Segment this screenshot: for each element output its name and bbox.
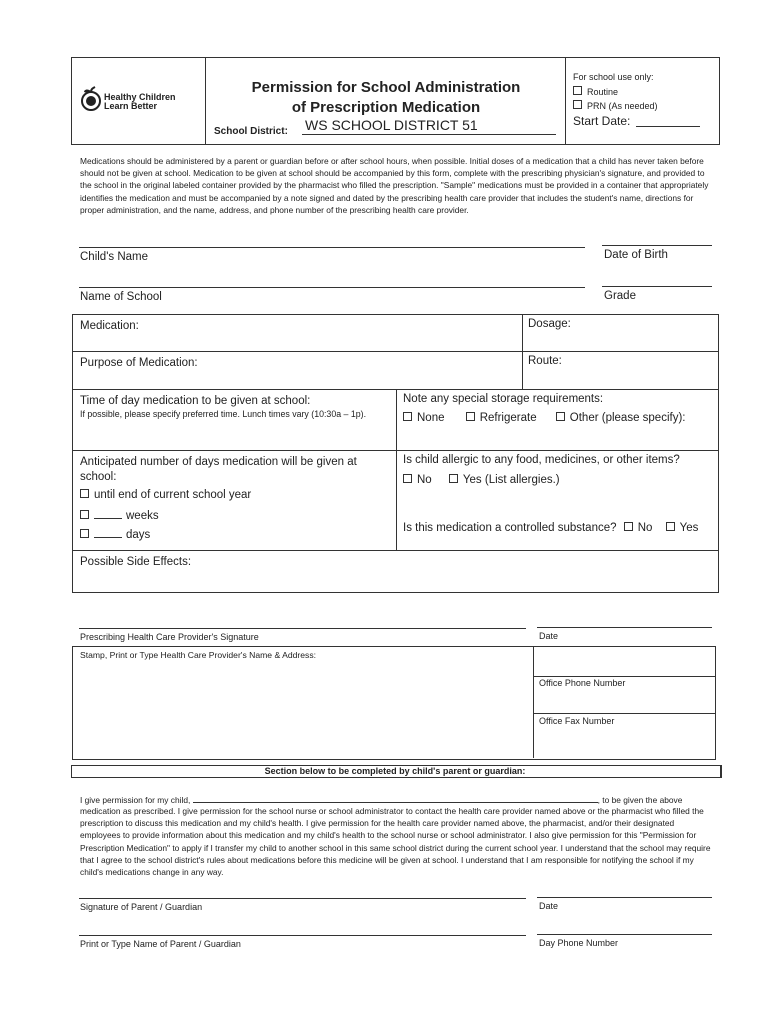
form-title-line-2: of Prescription Medication [291,99,481,116]
days-unit-label: days [126,529,151,541]
allergic-no-checkbox[interactable] [403,474,412,483]
medication-field[interactable] [73,334,521,350]
prn-checkbox[interactable] [573,100,582,109]
controlled-row [403,522,698,534]
table-col-divider [396,389,397,551]
start-date-field[interactable] [636,126,700,127]
allergic-no-option[interactable] [403,474,432,486]
storage-other-checkbox[interactable] [556,412,565,421]
controlled-no-option[interactable] [624,522,653,534]
dob-field[interactable] [602,245,712,246]
prn-label: PRN (As needed) [587,101,658,111]
school-name-field[interactable] [79,287,585,288]
until-end-option[interactable] [80,489,251,501]
days-checkbox[interactable] [80,529,89,538]
dob-label: Date of Birth [604,249,668,261]
office-phone-line [534,676,715,677]
logo-text [104,93,176,111]
allergic-no-label: No [417,474,432,486]
until-end-label: until end of current school year [94,489,252,501]
office-fax-line [534,713,715,714]
table-row-divider [72,389,718,390]
permission-start-text: I give permission for my child, [80,795,191,805]
storage-other-option[interactable] [556,412,686,424]
route-label: Route: [528,355,562,367]
provider-signature-label: Prescribing Health Care Provider's Signature [80,632,259,642]
storage-none-label: None [417,412,445,424]
side-effects-field[interactable] [73,570,716,590]
school-name-label: Name of School [80,291,162,303]
until-end-checkbox[interactable] [80,489,89,498]
parent-signature-field[interactable] [79,898,526,899]
office-phone-field[interactable] [534,692,714,712]
routine-checkbox[interactable] [573,86,582,95]
routine-label: Routine [587,87,619,97]
district-value: WS SCHOOL DISTRICT 51 [305,117,478,133]
storage-refrigerate-label: Refrigerate [479,412,537,424]
district-field[interactable] [302,116,556,135]
storage-none-checkbox[interactable] [403,412,412,421]
time-note: If possible, please specify preferred time. Lunch times vary (10:30a – 1p). [80,409,367,419]
childs-name-field[interactable] [79,247,585,248]
day-phone-label: Day Phone Number [539,938,619,948]
days-option[interactable] [80,529,150,541]
parent-print-name-field[interactable] [79,935,526,936]
permission-end-text: , to be given the above [597,795,683,805]
storage-refrigerate-option[interactable] [466,412,537,424]
permission-paragraph: medication as prescribed. I give permission for the school nurse or school administrator to contact the health care provider named above or the pharmacist who filled the prescription to discuss this medication and my child's health. I give permission for the health care provider named above, the pharmacist, and/or their designated employees to provide information about this medication and my child's health to the school nurse or school administrator. I also give permission for this "Permission for Prescription Medication" to apply if I transfer my child to another school in this same school district during the current school year. I understand that the school may require that I agree to the school district's rules about medications before this medicine will be given at school. I understand that I am responsible for notifying the school if my child's medications change in any way. [80,806,711,878]
controlled-no-checkbox[interactable] [624,522,633,531]
dosage-label: Dosage: [528,318,571,330]
allergic-options [403,474,560,486]
controlled-yes-label: Yes [679,522,699,534]
childs-name-label: Child's Name [80,251,149,263]
intro-paragraph: Medications should be administered by a parent or guardian before or after school hours, when possible. Initial doses of a medication that a child has never taken before should not be given at school. Medication to be given at school should be accompanied by this form, complete with the prescribing physician's signature, and provided to the school in the original labeled container provided by the pharmacist who filled the prescription. "Sample" medications must be provided in a container that appropriately identifies the medication and must be accompanied by a note signed and dated by the prescribing health care provider that includes the student's name, directions for proper administration, and the name, address, and phone number of the prescribing health care provider. [80,156,709,215]
table-row-divider [72,550,718,551]
logo-line-1: Healthy Children [104,92,176,102]
allergic-yes-option[interactable] [449,474,560,486]
table-row-divider [72,450,718,451]
allergic-yes-label: Yes (List allergies.) [462,474,560,486]
parent-signature-label: Signature of Parent / Guardian [80,902,203,912]
weeks-blank[interactable] [94,518,122,519]
provider-date-field[interactable] [537,627,712,628]
parent-section-title: Section below to be completed by child's parent or guardian: [264,766,526,776]
weeks-option[interactable] [80,510,159,522]
route-field[interactable] [523,372,716,388]
weeks-checkbox[interactable] [80,510,89,519]
parent-print-name-label: Print or Type Name of Parent / Guardian [80,939,241,949]
provider-stamp-label: Stamp, Print or Type Health Care Provider's Name & Address: [80,650,317,660]
grade-field[interactable] [602,286,712,287]
prn-option[interactable] [573,100,658,111]
child-name-blank[interactable] [193,793,598,803]
parent-date-field[interactable] [537,897,712,898]
day-phone-field[interactable] [537,934,712,935]
controlled-yes-option[interactable] [666,522,699,534]
table-row-divider [72,351,718,352]
purpose-field[interactable] [73,372,521,388]
controlled-yes-checkbox[interactable] [666,522,675,531]
apple-logo-icon [79,86,103,112]
storage-none-option[interactable] [403,412,445,424]
office-use-label: For school use only: [573,72,654,82]
logo-line-2: Learn Better [104,101,158,111]
storage-other-label: Other (please specify): [569,412,686,424]
storage-options [403,412,685,424]
grade-label: Grade [604,290,636,302]
allergic-yes-checkbox[interactable] [449,474,458,483]
purpose-label: Purpose of Medication: [80,357,198,369]
dosage-field[interactable] [523,334,716,350]
form-title-line-1: Permission for School Administration [251,79,521,96]
days-label: Anticipated number of days medication will be given at school: [80,456,357,483]
routine-option[interactable] [573,86,618,97]
days-blank[interactable] [94,537,122,538]
office-phone-label: Office Phone Number [539,678,626,688]
controlled-label: Is this medication a controlled substance? [403,522,617,534]
office-fax-label: Office Fax Number [539,716,615,726]
storage-refrigerate-checkbox[interactable] [466,412,475,421]
time-label: Time of day medication to be given at school: [80,395,311,407]
weeks-label: weeks [126,510,159,522]
district-label: School District: [214,126,288,137]
provider-date-label: Date [539,631,559,641]
allergic-label: Is child allergic to any food, medicines, or other items? [403,454,680,466]
medication-label: Medication: [80,320,139,332]
side-effects-label: Possible Side Effects: [80,556,192,568]
parent-date-label: Date [539,901,559,911]
provider-signature-field[interactable] [79,628,526,629]
controlled-no-label: No [637,522,653,534]
storage-label: Note any special storage requirements: [403,393,604,405]
start-date-label: Start Date: [573,114,631,128]
